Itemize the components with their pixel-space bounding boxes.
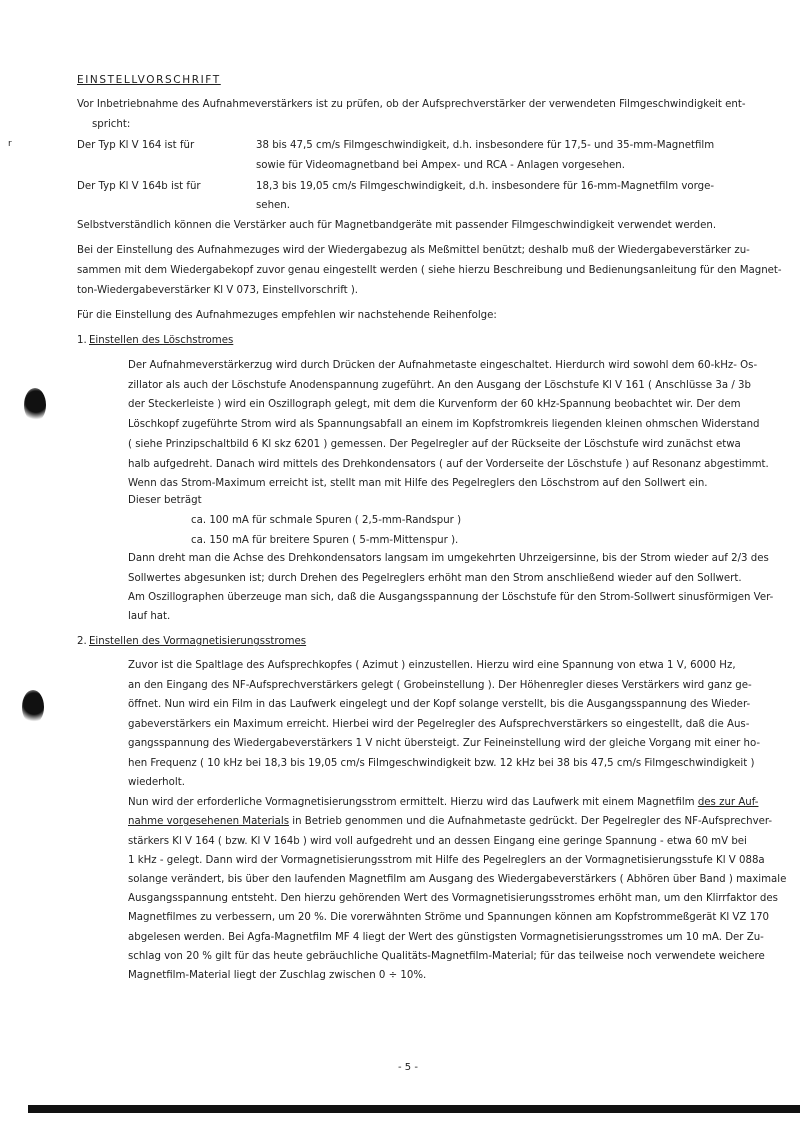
punch-hole-bottom	[22, 690, 44, 724]
punch-hole-top	[24, 388, 46, 422]
s2-body-2: an den Eingang des NF-Aufsprechverstärkers gelegt ( Grobeinstellung ). Der Höhenregler dieses Verstärkers wird ganz ge-	[128, 680, 752, 691]
s2-body-1: Zuvor ist die Spaltlage des Aufsprechkopfes ( Azimut ) einzustellen. Hierzu wird eine Spannung von etwa 1 V, 6000 Hz,	[128, 660, 736, 671]
s2-body3-4: Ausgangsspannung entsteht. Den hierzu gehörenden Wert des Vormagnetisierungsstromes erhöht man, um den Klirrfaktor des	[128, 893, 778, 904]
s2-body-7: wiederholt.	[128, 777, 185, 788]
s2-body-4: gabeverstärkers ein Maximum erreicht. Hierbei wird der Pegelregler des Aufsprechverstärkers so eingestellt, daß die Aus-	[128, 719, 750, 730]
s2-p2-line-1-underlined: des zur Auf-	[697, 797, 759, 808]
s1-body-5: ( siehe Prinzipschaltbild 6 Kl skz 6201 ) gemessen. Der Pegelregler auf der Rückseite der Löschstufe wird zunächst etwa	[128, 439, 741, 450]
intro-line-2: spricht:	[92, 119, 131, 130]
s1-body-4: Löschkopf zugeführte Strom wird als Spannungsabfall an einem im Kopfstromkreis liegenden kleinen ohmschen Widerstand	[128, 419, 760, 430]
s2-body-3: öffnet. Nun wird ein Film in das Laufwerk eingelegt und der Kopf solange verstellt, bis die Ausgangsspannung des Wieder-	[128, 699, 751, 710]
s2-p2-line-1	[128, 796, 758, 809]
s2-p2-line-2-text: in Betrieb genommen und die Aufnahmetaste gedrückt. Der Pegelregler des NF-Aufsprechver-	[289, 816, 773, 827]
margin-mark: r	[8, 139, 12, 149]
s1-body-3: der Steckerleiste ) wird ein Oszillograph gelegt, mit dem die Kurvenform der 60 kHz-Spannung beobachtet wir. Der dem	[128, 399, 741, 410]
s1-body-8: Dieser beträgt	[128, 495, 202, 506]
s2-body3-1: stärkers Kl V 164 ( bzw. Kl V 164b ) wird voll aufgedreht und an dessen Eingang eine geringe Spannung - etwa 60 mV bei	[128, 836, 747, 847]
s1-value-2: ca. 150 mA für breitere Spuren ( 5-mm-Mittenspur ).	[191, 535, 459, 546]
s2-p2-line-2-underlined: nahme vorgesehenen Materials	[128, 816, 290, 827]
einstellung-line-3: ton-Wiedergabeverstärker Kl V 073, Einstellvorschrift ).	[77, 285, 359, 296]
s1-body-7: Wenn das Strom-Maximum erreicht ist, stellt man mit Hilfe des Pegelreglers den Löschstrom auf den Sollwert ein.	[128, 478, 708, 489]
s2-body3-2: 1 kHz - gelegt. Dann wird der Vormagnetisierungsstrom mit Hilfe des Pegelreglers an der Vormagnetisierungsstufe Kl V 088a	[128, 855, 765, 866]
page-title: EINSTELLVORSCHRIFT	[77, 74, 221, 86]
s1-body-6: halb aufgedreht. Danach wird mittels des Drehkondensators ( auf der Vorderseite der Löschstufe ) auf Resonanz abgestimmt.	[128, 459, 769, 470]
s1-body2-1: Dann dreht man die Achse des Drehkondensators langsam im umgekehrten Uhrzeigersinne, bis der Strom wieder auf 2/3 des	[128, 553, 769, 564]
s1-body2-3: Am Oszillographen überzeuge man sich, daß die Ausgangsspannung der Löschstufe für den Strom-Sollwert sinusförmigen Ver-	[128, 592, 774, 603]
einstellung-line-2: sammen mit dem Wiedergabekopf zuvor genau eingestellt werden ( siehe hierzu Beschreibung und Bedienungsanleitung für den Magnet-	[77, 265, 782, 276]
page-number: - 5 -	[398, 1062, 418, 1073]
einstellung-line-1: Bei der Einstellung des Aufnahmezuges wird der Wiedergabezug als Meßmittel benützt; deshalb muß der Wiedergabeverstärker zu-	[77, 245, 750, 256]
s2-body3-8: Magnetfilm-Material liegt der Zuschlag zwischen 0 ÷ 10%.	[128, 970, 427, 981]
s2-p2-line-2	[128, 815, 772, 828]
s1-body2-2: Sollwertes abgesunken ist; durch Drehen des Pegelreglers erhöht man den Strom anschließend wieder auf den Sollwert.	[128, 573, 742, 584]
selbst-paragraph: Selbstverständlich können die Verstärker auch für Magnetbandgeräte mit passender Filmgeschwindigkeit verwendet werden.	[77, 220, 717, 231]
s2-body-5: gangsspannung des Wiedergabeverstärkers 1 V nicht übersteigt. Zur Feineinstellung wird der gleiche Vorgang mit einer ho-	[128, 738, 761, 749]
section-1-title: Einstellen des Löschstromes	[89, 335, 234, 346]
section-2-number: 2.	[77, 636, 87, 647]
type-164b-line-1: 18,3 bis 19,05 cm/s Filmgeschwindigkeit, d.h. insbesondere für 16-mm-Magnetfilm vorge-	[256, 181, 715, 192]
section-2-title: Einstellen des Vormagnetisierungsstromes	[89, 636, 307, 647]
type-164-line-2: sowie für Videomagnetband bei Ampex- und RCA - Anlagen vorgesehen.	[256, 160, 625, 171]
type-164b-line-2: sehen.	[256, 200, 290, 211]
s2-body3-6: abgelesen werden. Bei Agfa-Magnetfilm MF 4 liegt der Wert des günstigsten Vormagnetisierungsstromes um 10 mA. Der Zu-	[128, 932, 764, 943]
type-164b-label: Der Typ Kl V 164b ist für	[77, 181, 201, 192]
s2-p2-line-1-text: Nun wird der erforderliche Vormagnetisierungsstrom ermittelt. Hierzu wird das Laufwerk mit einem Magnetfilm	[128, 797, 698, 808]
s1-body-1: Der Aufnahmeverstärkerzug wird durch Drücken der Aufnahmetaste eingeschaltet. Hierdurch wird sowohl dem 60-kHz- Os-	[128, 360, 758, 371]
bottom-scan-bar	[28, 1105, 800, 1113]
reihenfolge-line: Für die Einstellung des Aufnahmezuges empfehlen wir nachstehende Reihenfolge:	[77, 310, 497, 321]
type-164-label: Der Typ Kl V 164 ist für	[77, 140, 195, 151]
intro-line-1: Vor Inbetriebnahme des Aufnahmeverstärkers ist zu prüfen, ob der Aufsprechverstärker der verwendeten Filmgeschwindigkeit ent-	[77, 99, 746, 110]
s2-body-6: hen Frequenz ( 10 kHz bei 18,3 bis 19,05 cm/s Filmgeschwindigkeit bzw. 12 kHz bei 38 bis 47,5 cm/s Filmgeschwindigkeit )	[128, 758, 755, 769]
s1-body-2: zillator als auch der Löschstufe Anodenspannung zugeführt. An den Ausgang der Löschstufe Kl V 161 ( Anschlüsse 3a / 3b	[128, 380, 751, 391]
s2-body3-3: solange verändert, bis über den laufenden Magnetfilm am Ausgang des Wiedergabeverstärkers ( Abhören über Band ) maximale	[128, 874, 787, 885]
s1-body2-4: lauf hat.	[128, 611, 171, 622]
s2-body3-5: Magnetfilmes zu verbessern, um 20 %. Die vorerwähnten Ströme und Spannungen können am Kopfstrommeßgerät Kl VZ 170	[128, 912, 770, 923]
section-1-number: 1.	[77, 335, 87, 346]
s2-body3-7: schlag von 20 % gilt für das heute gebräuchliche Qualitäts-Magnetfilm-Material; für das teilweise noch verwendete weichere	[128, 951, 765, 962]
s1-value-1: ca. 100 mA für schmale Spuren ( 2,5-mm-Randspur )	[191, 515, 462, 526]
type-164-line-1: 38 bis 47,5 cm/s Filmgeschwindigkeit, d.h. insbesondere für 17,5- und 35-mm-Magnetfilm	[256, 140, 715, 151]
